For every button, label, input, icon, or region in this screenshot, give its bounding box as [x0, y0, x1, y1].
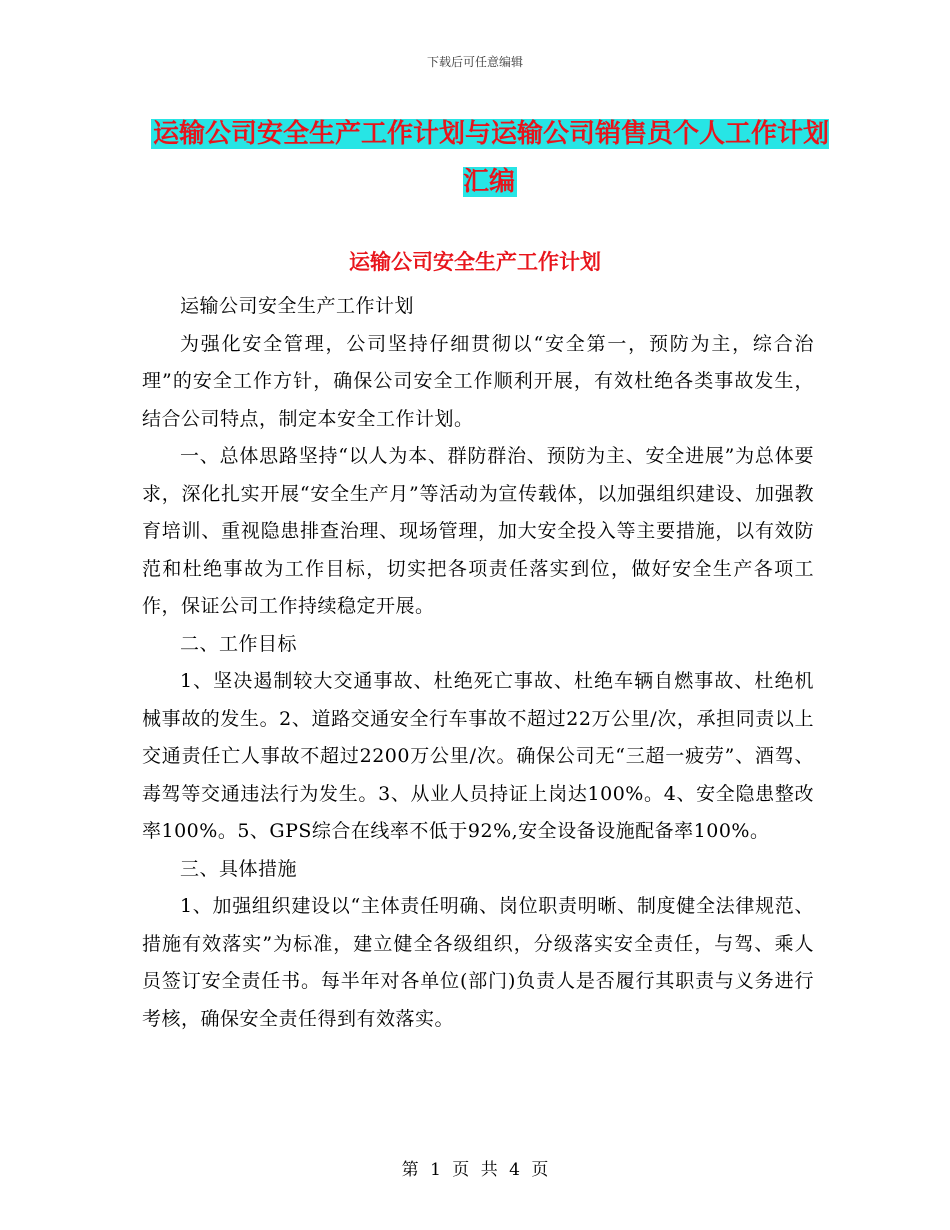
- document-title: [150, 110, 830, 206]
- header-note: 下载后可任意编辑: [426, 55, 523, 69]
- paragraph-measures-heading: 三、具体措施: [180, 857, 298, 880]
- section-title: 运输公司安全生产工作计划: [349, 250, 601, 274]
- paragraph-goals: 1、坚决遏制较大交通事故、杜绝死亡事故、杜绝车辆自燃事故、杜绝机械事故的发生。2、道路交通安全行车事故不超过22万公里/次，承担同责以上交通责任亡人事故不超过2200万公里/次。确保公司无“三超一疲劳”、酒驾、毒驾等交通违法行为发生。3、从业人员持证上岗达100%。4、安全隐患整改率100%。5、GPS综合在线率不低于92%,安全设备设施配备率100%。: [142, 670, 814, 842]
- paragraph-heading: 运输公司安全生产工作计划: [180, 295, 415, 317]
- paragraph-measures: 1、加强组织建设以“主体责任明确、岗位职责明晰、制度健全法律规范、措施有效落实”为标准，建立健全各级组织，分级落实安全责任，与驾、乘人员签订安全责任书。每半年对各单位(部门)负责人是否履行其职责与义务进行考核，确保安全责任得到有效落实。: [142, 895, 814, 1030]
- document-title-text: 运输公司安全生产工作计划与运输公司销售员个人工作计划汇编: [152, 119, 829, 197]
- paragraph-intro: 为强化安全管理，公司坚持仔细贯彻以“安全第一，预防为主，综合治理”的安全工作方针，确保公司安全工作顺利开展，有效杜绝各类事故发生，结合公司特点，制定本安全工作计划。: [142, 332, 814, 430]
- paragraph-general-approach: 一、总体思路坚持“以人为本、群防群治、预防为主、安全进展”为总体要求，深化扎实开展“安全生产月”等活动为宣传载体，以加强组织建设、加强教育培训、重视隐患排查治理、现场管理，加大安全投入等主要措施，以有效防范和杜绝事故为工作目标，切实把各项责任落实到位，做好安全生产各项工作，保证公司工作持续稳定开展。: [142, 445, 814, 617]
- document-body: [142, 288, 814, 1038]
- paragraph-goals-heading: 二、工作目标: [180, 632, 298, 655]
- page-indicator: 第 1 页 共 4 页: [401, 1160, 549, 1180]
